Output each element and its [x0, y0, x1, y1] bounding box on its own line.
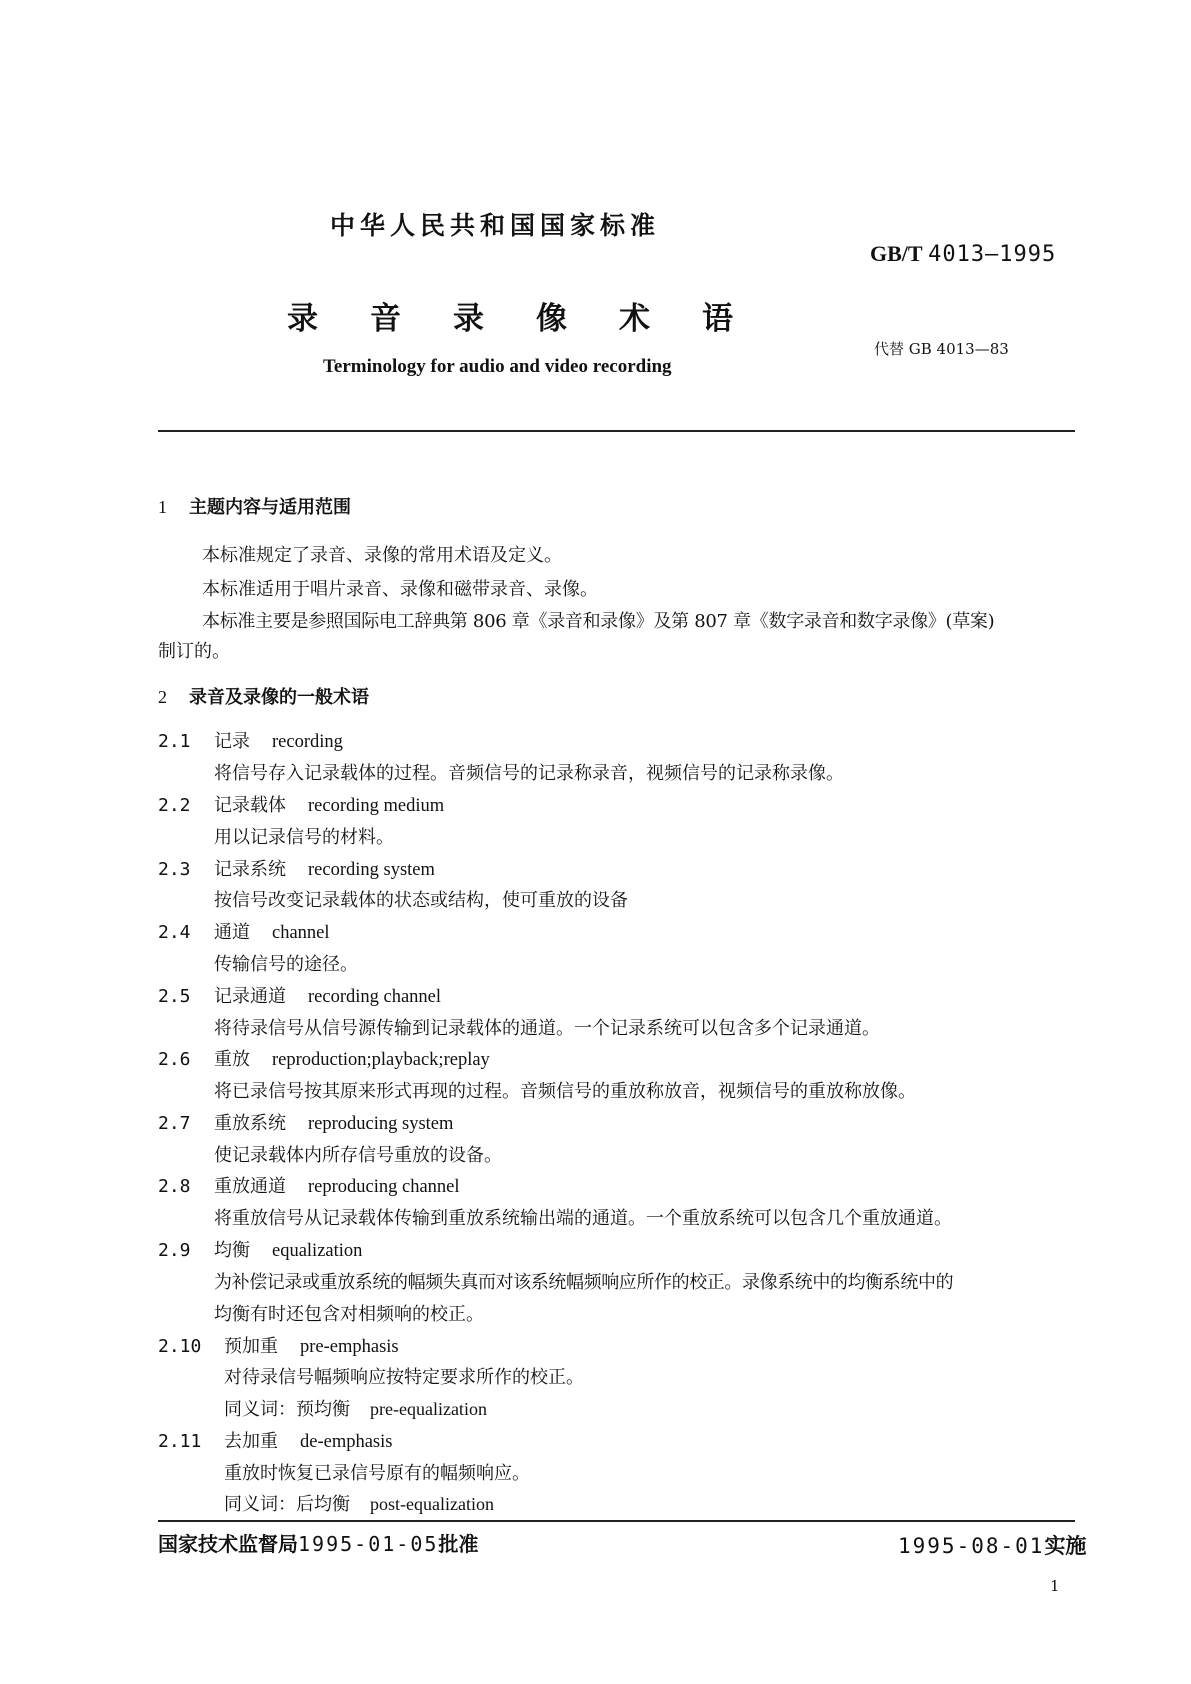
term-entry [158, 791, 444, 817]
synonym-en: post-equalization [370, 1494, 494, 1514]
approval-date: 1995-01-05 [298, 1532, 439, 1556]
term-en: reproducing system [308, 1114, 454, 1134]
term-definition: 将重放信号从记录载体传输到重放系统输出端的通道。一个重放系统可以包含几个重放通道。 [214, 1208, 952, 1229]
term-en: equalization [272, 1241, 363, 1261]
term-definition: 将已录信号按其原来形式再现的过程。音频信号的重放称放音，视频信号的重放称放像。 [214, 1081, 916, 1102]
term-number: 2.10 [158, 1336, 202, 1357]
term-en: reproducing channel [308, 1177, 460, 1197]
term-en: channel [272, 923, 330, 943]
term-zh: 去加重 [224, 1431, 278, 1452]
term-zh: 重放 [214, 1049, 250, 1070]
section-2-heading [158, 683, 369, 709]
approval-suffix: 批准 [438, 1532, 479, 1556]
standard-code-prefix: GB/T [870, 241, 923, 266]
section-number: 1 [158, 497, 167, 517]
effective-suffix: 实施 [1044, 1534, 1087, 1558]
synonym-label: 同义词：后均衡 [224, 1494, 350, 1515]
section-title: 主题内容与适用范围 [189, 497, 351, 518]
term-definition: 传输信号的途径。 [214, 954, 358, 975]
document-title-zh: 录音录像术语 [287, 301, 785, 337]
term-entry [158, 1172, 460, 1198]
approving-authority: 国家技术监督局 [158, 1532, 298, 1556]
term-number: 2.11 [158, 1431, 202, 1452]
term-definition: 为补偿记录或重放系统的幅频失真而对该系统幅频响应所作的校正。录像系统中的均衡系统中的 [214, 1272, 954, 1293]
term-number: 2.6 [158, 1049, 191, 1070]
term-entry [158, 918, 330, 944]
term-zh: 通道 [214, 922, 250, 943]
term-entry [158, 982, 441, 1008]
term-number: 2.7 [158, 1113, 191, 1134]
section-title: 录音及录像的一般术语 [189, 687, 369, 708]
term-zh: 均衡 [214, 1240, 250, 1261]
term-definition: 将信号存入记录载体的过程。音频信号的记录称录音，视频信号的记录称录像。 [214, 763, 844, 784]
standard-code-number: 4013—1995 [928, 242, 1057, 267]
term-zh: 记录系统 [214, 859, 286, 880]
term-synonym [224, 1490, 494, 1516]
term-number: 2.9 [158, 1240, 191, 1261]
paragraph-continuation: 制订的。 [158, 641, 230, 662]
footer-divider [158, 1520, 1075, 1522]
header-divider [158, 430, 1075, 432]
effective-date: 1995-08-01 [898, 1534, 1045, 1558]
term-zh: 记录载体 [214, 795, 286, 816]
term-number: 2.4 [158, 922, 191, 943]
term-synonym [224, 1395, 487, 1421]
term-definition: 重放时恢复已录信号原有的幅频响应。 [224, 1463, 530, 1484]
section-1-heading [158, 493, 351, 519]
term-en: recording medium [308, 796, 445, 816]
term-zh: 重放通道 [214, 1176, 286, 1197]
term-number: 2.3 [158, 859, 191, 880]
term-entry [158, 855, 435, 881]
term-definition: 按信号改变记录载体的状态或结构，使可重放的设备 [214, 890, 628, 911]
term-en: reproduction;playback;replay [272, 1050, 490, 1070]
term-definition: 对待录信号幅频响应按特定要求所作的校正。 [224, 1367, 584, 1388]
term-en: recording system [308, 860, 435, 880]
replaces-note: 代替 GB 4013—83 [874, 340, 1009, 358]
page-number: 1 [1050, 1577, 1060, 1595]
term-en: recording [272, 732, 343, 752]
section-number: 2 [158, 687, 167, 707]
term-zh: 预加重 [224, 1336, 278, 1357]
term-zh: 记录通道 [214, 986, 286, 1007]
paragraph: 本标准主要是参照国际电工辞典第 806 章《录音和录像》及第 807 章《数字录音和数字录像》(草案) [202, 611, 995, 632]
term-definition: 将待录信号从信号源传输到记录载体的通道。一个记录系统可以包含多个记录通道。 [214, 1018, 880, 1039]
term-entry [158, 1332, 399, 1358]
synonym-en: pre-equalization [370, 1399, 487, 1419]
effective-note [898, 1530, 1086, 1560]
term-en: recording channel [308, 987, 442, 1007]
term-entry [158, 1236, 362, 1262]
standard-code [870, 241, 1056, 267]
term-en: de-emphasis [300, 1432, 393, 1452]
term-number: 2.8 [158, 1176, 191, 1197]
term-definition: 用以记录信号的材料。 [214, 827, 394, 848]
document-title-en: Terminology for audio and video recording [323, 356, 672, 377]
approval-note [158, 1528, 478, 1557]
synonym-label: 同义词：预均衡 [224, 1399, 350, 1420]
term-entry [158, 727, 343, 753]
term-definition: 使记录载体内所存信号重放的设备。 [214, 1145, 502, 1166]
paragraph: 本标准规定了录音、录像的常用术语及定义。 [202, 545, 562, 566]
term-entry [158, 1045, 490, 1071]
term-entry [158, 1427, 392, 1453]
term-zh: 重放系统 [214, 1113, 286, 1134]
term-en: pre-emphasis [300, 1337, 399, 1357]
term-definition-continuation: 均衡有时还包含对相频响的校正。 [214, 1304, 484, 1325]
country-standard-heading: 中华人民共和国国家标准 [330, 211, 661, 240]
term-zh: 记录 [214, 731, 250, 752]
term-number: 2.2 [158, 795, 191, 816]
paragraph: 本标准适用于唱片录音、录像和磁带录音、录像。 [202, 579, 598, 600]
term-number: 2.1 [158, 731, 191, 752]
term-number: 2.5 [158, 986, 191, 1007]
term-entry [158, 1109, 453, 1135]
